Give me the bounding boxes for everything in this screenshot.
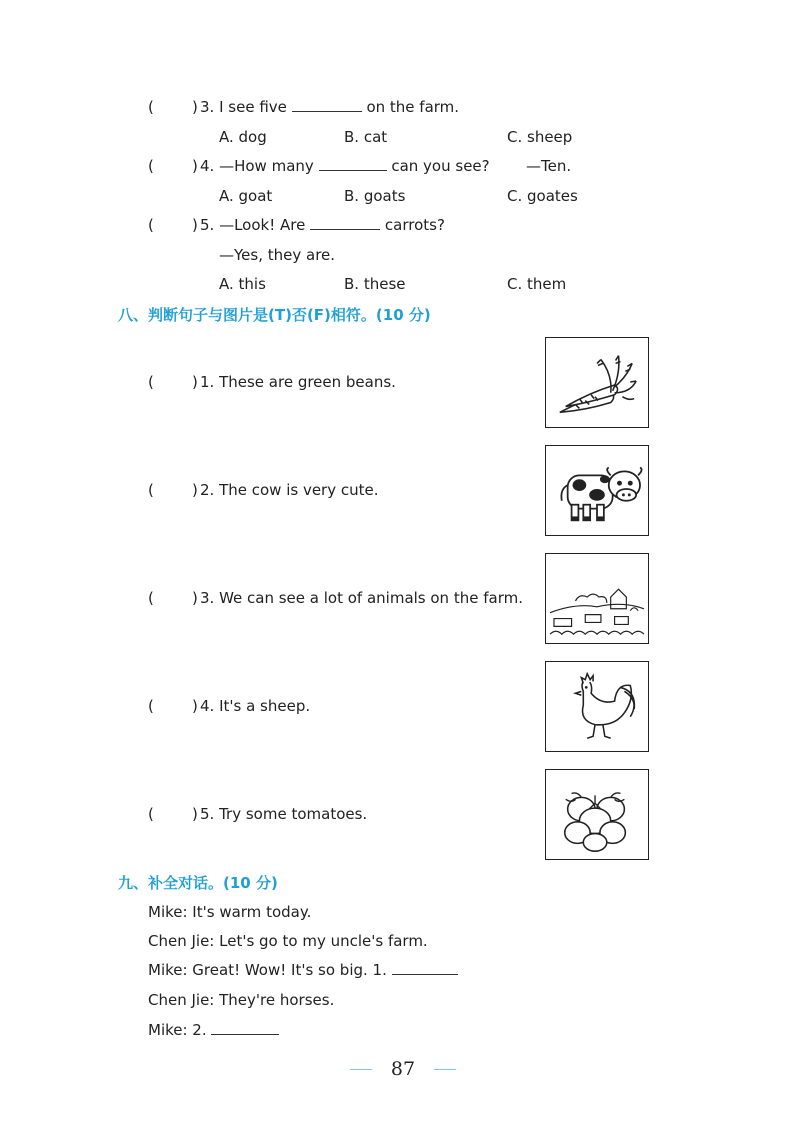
question-text-before: —Look! Are bbox=[219, 216, 306, 234]
answer-paren-close: ) bbox=[192, 98, 198, 116]
rooster-picture bbox=[545, 661, 649, 752]
answer-paren-close: ) bbox=[192, 697, 198, 715]
footer-rule-right bbox=[434, 1069, 456, 1070]
answer-paren-open: ( bbox=[148, 589, 154, 607]
option-b: B. these bbox=[344, 275, 406, 293]
option-a: A. goat bbox=[219, 187, 273, 205]
question-number: 3. bbox=[200, 98, 215, 116]
answer-paren-close: ) bbox=[192, 589, 198, 607]
question-7-4 bbox=[200, 156, 490, 176]
section-8-heading: 八、判断句子与图片是(T)否(F)相符。(10 分) bbox=[118, 306, 431, 324]
dialogue-text: Mike: 2. bbox=[148, 1021, 207, 1039]
option-a: A. this bbox=[219, 275, 266, 293]
dialogue-text: Mike: Great! Wow! It's so big. 1. bbox=[148, 961, 387, 979]
statement-text: 5. Try some tomatoes. bbox=[200, 805, 368, 823]
answer-paren-close: ) bbox=[192, 481, 198, 499]
answer-paren-close: ) bbox=[192, 373, 198, 391]
carrots-icon bbox=[546, 338, 648, 427]
page-number: 87 bbox=[390, 1058, 416, 1080]
dialogue-line: Mike: It's warm today. bbox=[148, 903, 312, 921]
dialogue-line: Chen Jie: They're horses. bbox=[148, 991, 335, 1009]
question-text-before: I see five bbox=[219, 98, 287, 116]
dialogue-line-with-blank bbox=[148, 960, 458, 980]
farm-scene-icon bbox=[546, 554, 648, 643]
cow-icon bbox=[546, 446, 648, 535]
farm-scene-picture bbox=[545, 553, 649, 644]
carrots-picture bbox=[545, 337, 649, 428]
option-c: C. them bbox=[507, 275, 567, 293]
dialogue-line: Chen Jie: Let's go to my uncle's farm. bbox=[148, 932, 428, 950]
answer-paren-close: ) bbox=[192, 805, 198, 823]
answer-paren-close: ) bbox=[192, 216, 198, 234]
question-text-after: on the farm. bbox=[366, 98, 460, 116]
fill-blank[interactable] bbox=[211, 1020, 279, 1035]
footer-rule-left bbox=[350, 1069, 372, 1070]
question-text-after: can you see? bbox=[391, 157, 490, 175]
answer-paren-open: ( bbox=[148, 373, 154, 391]
answer-paren-open: ( bbox=[148, 481, 154, 499]
fill-blank[interactable] bbox=[292, 97, 362, 112]
answer-paren-open: ( bbox=[148, 98, 154, 116]
statement-text: 1. These are green beans. bbox=[200, 373, 396, 391]
tomatoes-icon bbox=[546, 770, 648, 859]
dialogue-line-with-blank bbox=[148, 1020, 279, 1040]
option-c: C. sheep bbox=[507, 128, 573, 146]
answer-paren-close: ) bbox=[192, 157, 198, 175]
answer-paren-open: ( bbox=[148, 805, 154, 823]
question-number: 4. bbox=[200, 157, 215, 175]
tomatoes-picture bbox=[545, 769, 649, 860]
question-number: 5. bbox=[200, 216, 215, 234]
answer-paren-open: ( bbox=[148, 216, 154, 234]
option-b: B. cat bbox=[344, 128, 388, 146]
statement-text: 3. We can see a lot of animals on the farm. bbox=[200, 589, 523, 607]
question-text-after: carrots? bbox=[384, 216, 445, 234]
fill-blank[interactable] bbox=[310, 215, 380, 230]
statement-text: 2. The cow is very cute. bbox=[200, 481, 379, 499]
section-9-heading: 九、补全对话。(10 分) bbox=[118, 874, 278, 892]
option-a: A. dog bbox=[219, 128, 267, 146]
question-7-5 bbox=[200, 215, 445, 235]
option-b: B. goats bbox=[344, 187, 406, 205]
statement-text: 4. It's a sheep. bbox=[200, 697, 311, 715]
fill-blank[interactable] bbox=[319, 156, 387, 171]
answer-paren-open: ( bbox=[148, 157, 154, 175]
question-7-3 bbox=[200, 97, 459, 117]
question-reply: —Yes, they are. bbox=[219, 246, 336, 264]
cow-picture bbox=[545, 445, 649, 536]
rooster-icon bbox=[546, 662, 648, 751]
answer-paren-open: ( bbox=[148, 697, 154, 715]
option-c: C. goates bbox=[507, 187, 578, 205]
fill-blank[interactable] bbox=[392, 960, 458, 975]
question-reply: —Ten. bbox=[526, 157, 572, 175]
question-text-before: —How many bbox=[219, 157, 314, 175]
